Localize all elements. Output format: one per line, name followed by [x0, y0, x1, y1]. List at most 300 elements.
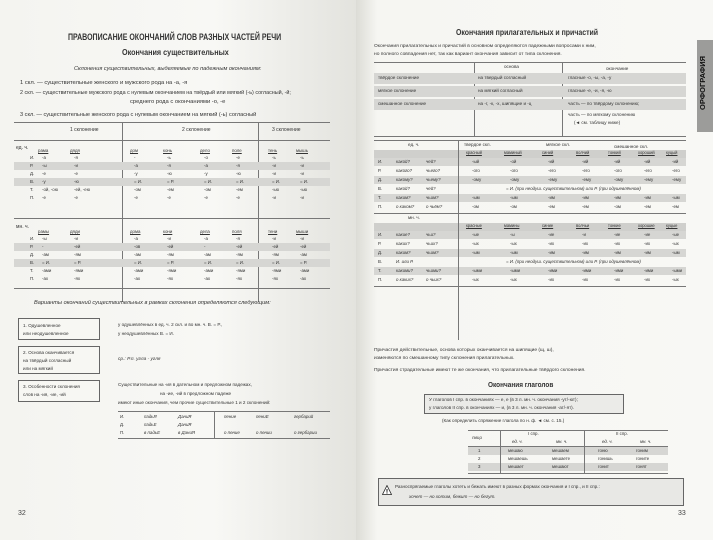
question: чей?	[426, 186, 436, 191]
rule-3-text: Существительные на -ия в дательном и предложном падежах,	[118, 382, 252, 387]
ending: -ему	[582, 177, 592, 182]
rule-line	[118, 438, 330, 439]
case-label: И.	[30, 155, 35, 160]
ending: -ях	[236, 276, 243, 281]
ending: -ы	[42, 236, 47, 241]
right-page	[356, 0, 713, 540]
ending: -я	[167, 163, 171, 168]
ending: -ь	[167, 155, 171, 160]
ending: -их	[582, 277, 589, 282]
type-ending-2: часть — по мягкому склонению	[568, 112, 636, 117]
conj-cell: гоните	[636, 456, 650, 461]
mini-cell: о пение	[224, 430, 240, 435]
noun-word: тени	[268, 229, 278, 234]
ending: -ым	[672, 250, 680, 255]
question: чьих?	[426, 241, 438, 246]
question: чьи?	[426, 232, 436, 237]
case-label: Р.	[30, 163, 34, 168]
rule-1-text: у одушевлённых в ед. ч. 2 скл. и во мн. ч. В. = Р.,	[118, 322, 223, 327]
svg-text:!: !	[385, 488, 389, 495]
case-label: Р.	[30, 244, 34, 249]
ending: -ам	[204, 252, 211, 257]
case-label: И.	[378, 159, 383, 164]
ending: -и	[272, 171, 276, 176]
adjective-word: синие	[542, 223, 554, 228]
case-label: Д.	[30, 171, 35, 176]
question: какие?	[396, 232, 410, 237]
conj-cell: мешаем	[552, 448, 569, 453]
ending: -ым	[510, 195, 518, 200]
column-divider	[584, 430, 585, 473]
noun-word: дела	[200, 229, 210, 234]
case-label: Т.	[378, 268, 382, 273]
rule-line	[468, 430, 668, 431]
ending: -а	[42, 155, 46, 160]
ending: -а	[134, 163, 138, 168]
ending: -ям	[74, 252, 81, 257]
ending: = Р.	[74, 260, 82, 265]
ending: -ими	[582, 268, 592, 273]
ending: -ым	[510, 250, 518, 255]
rule-2-text: ср.: Р.п. угла - угля	[118, 357, 161, 362]
mini-cell: И.	[120, 414, 125, 419]
ending: -ах	[204, 276, 211, 281]
question: чьими?	[426, 268, 441, 273]
ending: -ых	[672, 241, 679, 246]
rule-line	[374, 140, 686, 141]
conj-cell: гоним	[636, 448, 648, 453]
variants-heading: Варианты окончаний существительных в рамках склонения определяются следующим:	[34, 300, 271, 306]
case-label: Т.	[30, 268, 34, 273]
ending: -е	[42, 171, 46, 176]
ending: -ь	[272, 155, 276, 160]
ending: -ом	[204, 187, 211, 192]
declension-1: 1 скл. — существительные женского и мужского рода на -а, -я	[20, 80, 188, 86]
ending: -е	[74, 171, 78, 176]
adjective-word: красные	[466, 223, 482, 228]
declension-2-cont: среднего рода с окончаниями -о, -е	[130, 99, 226, 105]
participle-text-2: изменяются по смешанному типу склонения прилагательных.	[374, 356, 515, 361]
row-band	[374, 86, 686, 97]
adjective-word: синий	[542, 150, 554, 155]
mini-cell: ДаниЯ	[178, 422, 192, 427]
ending: -а	[204, 236, 208, 241]
conj-cell: гонит	[598, 464, 609, 469]
case-label: Р.	[378, 241, 382, 246]
ending: -ям	[236, 252, 243, 257]
ending: -ему	[672, 177, 682, 182]
adjective-word: маминый	[504, 150, 522, 155]
ending: -ые	[472, 232, 480, 237]
header-decl-2: 2 склонение	[182, 127, 211, 133]
ending: -ому	[614, 177, 624, 182]
ending: -ом	[614, 204, 621, 209]
ending: -ий	[614, 159, 621, 164]
ending: -ые	[672, 232, 680, 237]
mini-cell: пениЕ	[256, 414, 269, 419]
row-band	[374, 176, 686, 184]
question: каким?	[396, 195, 411, 200]
ending: -ь	[300, 155, 304, 160]
rule-3-text-3: имеют иные окончания, чем прочие существительные 1 и 2 склонений:	[118, 400, 271, 405]
noun-word: тень	[268, 148, 278, 153]
ending: -их	[548, 277, 555, 282]
ending: -ого	[510, 168, 518, 173]
type-name: мягкое склонение	[378, 88, 417, 93]
case-label: П.	[30, 195, 35, 200]
ending: = И.	[236, 260, 245, 265]
page-number-right: 33	[678, 510, 686, 517]
ending: -ыми	[672, 268, 683, 273]
ending: -их	[548, 241, 555, 246]
ending: -	[204, 244, 206, 249]
ending: -ями	[236, 268, 246, 273]
conj-cell: гоню	[598, 448, 608, 453]
ending: -ю	[236, 171, 241, 176]
singular-label: ед. ч.	[408, 142, 420, 147]
ending: -ям	[272, 252, 279, 257]
mini-cell: Д.	[120, 422, 125, 427]
ending: -и	[300, 163, 304, 168]
conj-cell: мешают	[552, 464, 569, 469]
page-number-left: 32	[18, 510, 26, 517]
ending: -его	[672, 168, 680, 173]
case-label: Т.	[30, 187, 34, 192]
ending: -ем	[672, 204, 679, 209]
rule-box-1: 1. Одушевленное или неодушевленное	[18, 318, 100, 340]
question: какой?	[396, 186, 410, 191]
ending: -ах	[42, 276, 49, 281]
ending: -е	[236, 155, 240, 160]
mini-cell: гербарий	[294, 414, 314, 419]
question: какой?	[396, 159, 410, 164]
rule-line	[14, 140, 330, 141]
page-title: ПРАВОПИСАНИЕ ОКОНЧАНИЙ СЛОВ РАЗНЫХ ЧАСТЕЙ РЕЧИ	[68, 32, 282, 42]
ending: -ий	[582, 159, 589, 164]
ending: -ий	[548, 159, 555, 164]
rule-box-2: 2. Основа оканчивается на твёрдый согласный или на мягкий	[18, 346, 100, 374]
question: о чьих?	[426, 277, 442, 282]
column-divider	[258, 122, 259, 302]
right-intro-1: Окончания прилагательных и причастий в основном определяются падежными вопросами к ним,	[374, 44, 596, 49]
ending: -ым	[672, 195, 680, 200]
ending: -ими	[644, 268, 654, 273]
ending: -ей	[236, 244, 243, 249]
noun-word: дяди	[70, 229, 80, 234]
mini-cell: ДаниЯ	[178, 414, 192, 419]
noun-word: рама	[38, 148, 49, 153]
ending: -ами	[134, 268, 144, 273]
right-intro-2: но полного совпадения нет, так как вариант окончания зависит от типа склонения.	[374, 52, 562, 57]
ending: -у	[42, 179, 46, 184]
case-label: В.	[378, 186, 383, 191]
ending: = Р.	[167, 260, 175, 265]
noun-word: дядя	[70, 148, 80, 153]
conj-2-header: II спр.	[616, 431, 628, 436]
ending: -ами	[300, 268, 310, 273]
type-base: на мягкий согласный	[478, 88, 523, 93]
conj-cell: мешает	[508, 464, 524, 469]
ending: = И.	[134, 260, 143, 265]
conj-cell: 2	[478, 456, 481, 461]
hard-decl-header: твердое скл.	[464, 142, 491, 147]
ending: -ы	[510, 232, 515, 237]
rule-line	[374, 62, 686, 63]
mini-cell: падьЯ	[144, 414, 157, 419]
row-band	[14, 162, 330, 170]
case-label: Д.	[30, 252, 35, 257]
rule-line	[374, 213, 686, 214]
ending: -ах	[300, 276, 307, 281]
ending: -е	[42, 195, 46, 200]
intro-text: Склонения существительных, выделяемые по падежным окончаниям:	[74, 66, 262, 72]
ending: -и	[167, 236, 171, 241]
ending: = И.	[272, 260, 281, 265]
ending: -я	[236, 236, 240, 241]
ending: -ей, -ею	[74, 187, 90, 192]
ending: -ами	[42, 268, 52, 273]
row-band	[374, 249, 686, 257]
ending: -и	[300, 195, 304, 200]
header-ending: окончание	[606, 66, 629, 71]
noun-word: мыши	[296, 229, 309, 234]
rule-line	[14, 288, 330, 289]
ending: -ях	[74, 276, 81, 281]
ending: -и	[74, 163, 78, 168]
ending: -	[134, 155, 136, 160]
v-note: = И. (при неодуш. существительном) или Р. (при одушевлённом)	[506, 186, 641, 191]
rule-line	[118, 411, 330, 412]
ending: -ый	[472, 159, 480, 164]
participle-text-1: Причастия действительные, основа которых оканчивается на шипящие (щ, ш),	[374, 348, 554, 353]
number-header: ед. ч.	[602, 439, 613, 444]
ending: -ыми	[472, 268, 483, 273]
warning-text-1: Разноспрягаемые глаголы хотеть и бежать имеют в разных формах окончания и I спр., и II спр.:	[395, 484, 600, 489]
mini-cell: о гербарии	[294, 430, 317, 435]
mini-cell: П.	[120, 430, 125, 435]
ending: -им	[548, 195, 555, 200]
ending: -ими	[614, 268, 624, 273]
case-label: П.	[378, 277, 383, 282]
ending: -ом	[510, 204, 517, 209]
ending: -их	[644, 277, 651, 282]
adjective-word: хорошие	[638, 223, 655, 228]
ending: -е	[134, 195, 138, 200]
ending: -ой, -ою	[42, 187, 58, 192]
ending: -им	[582, 250, 589, 255]
ending: -его	[548, 168, 556, 173]
question: какому?	[396, 177, 413, 182]
ending: -ям	[167, 252, 174, 257]
person-header: лицо	[472, 435, 482, 440]
ending: -а	[134, 236, 138, 241]
type-name: твёрдое склонение	[378, 75, 420, 80]
adjective-word: куцый	[666, 150, 678, 155]
ending: -ями	[74, 268, 84, 273]
ending: -их	[644, 241, 651, 246]
adjective-word: куцые	[666, 223, 678, 228]
mixed-decl-header: смешанное скл.	[614, 144, 649, 149]
ending: -ого	[614, 168, 622, 173]
ending: = Р.	[300, 260, 308, 265]
ending: -я	[74, 155, 78, 160]
singular-label: ед. ч.	[16, 145, 29, 151]
ending: -ями	[167, 268, 177, 273]
ending: = И.	[300, 179, 309, 184]
warning-icon	[382, 481, 392, 495]
ending: -им	[614, 195, 621, 200]
ending: -ей	[167, 244, 174, 249]
plural-label: мн. ч.	[16, 224, 29, 230]
question: каким?	[396, 250, 411, 255]
header-base: основа	[504, 64, 519, 69]
ending: -е	[167, 195, 171, 200]
adjective-word: тонкие	[608, 223, 621, 228]
rule-3-text-2: на -ие, -ий в предложном падеже	[160, 391, 232, 396]
case-label: Т.	[378, 195, 382, 200]
ending: -ях	[167, 276, 174, 281]
section-title: Окончания существительных	[122, 47, 229, 57]
column-divider	[458, 140, 459, 340]
column-divider	[500, 430, 501, 473]
ending: -е	[236, 195, 240, 200]
warning-text-2: хочет — но хотим, бежит — но бегут.	[409, 494, 496, 499]
case-label: В.	[30, 179, 35, 184]
case-label: И.	[30, 236, 35, 241]
ending: -ым	[472, 195, 480, 200]
ending: -и	[272, 163, 276, 168]
mini-cell: о пении	[256, 430, 272, 435]
ending: -ами	[204, 268, 214, 273]
row-band	[374, 73, 686, 84]
rule-line	[14, 122, 330, 123]
noun-word: дело	[200, 148, 210, 153]
ending: = И.	[134, 179, 143, 184]
plural-label: мн. ч.	[408, 215, 420, 220]
case-label: Д.	[378, 177, 383, 182]
verb-note: (Как определить спряжение глагола по н. ф. ◄ см. с. 15.)	[442, 418, 565, 423]
question: каких?	[396, 241, 410, 246]
noun-word: мышь	[296, 148, 308, 153]
ending: -ых	[672, 277, 679, 282]
rule-line	[468, 473, 668, 474]
ending: -ому	[510, 177, 520, 182]
ending: -ы	[42, 163, 47, 168]
rule-line	[374, 286, 686, 287]
question: чьему?	[426, 177, 441, 182]
ending: -и	[582, 232, 586, 237]
row-band	[374, 194, 686, 202]
ending: -ого	[472, 168, 480, 173]
row-band	[374, 158, 686, 166]
ending: -ыми	[510, 268, 521, 273]
ending: -я	[236, 163, 240, 168]
ending: -их	[582, 241, 589, 246]
number-header: ед. ч.	[512, 439, 523, 444]
v-note: = И. (при неодуш. существительном) или Р. (при одушевлённом)	[506, 259, 641, 264]
left-page	[0, 0, 356, 540]
ending: -ов	[134, 244, 141, 249]
ending: -ий	[672, 159, 679, 164]
ending: -и	[300, 236, 304, 241]
case-label: Д.	[378, 250, 383, 255]
ending: -ам	[42, 252, 49, 257]
number-header: мн. ч.	[640, 439, 652, 444]
conj-cell: мешаешь	[508, 456, 528, 461]
question: чей?	[426, 159, 436, 164]
row-band	[374, 231, 686, 239]
conj-cell: 1	[478, 448, 481, 453]
ending: -ам	[134, 252, 141, 257]
section-tab	[697, 40, 713, 132]
ending: -ых	[472, 277, 479, 282]
ending: -ью	[300, 187, 308, 192]
noun-word: дом	[130, 148, 139, 153]
ending: -ями	[272, 268, 282, 273]
rule-box-3: 3. Особенности склонения слов на -ия, -ие, -ий	[18, 380, 100, 402]
case-label: Р.	[378, 168, 382, 173]
question: чьим?	[426, 195, 439, 200]
ending: -им	[582, 195, 589, 200]
ending: -ой	[510, 159, 517, 164]
ending: = И.	[272, 179, 281, 184]
ending: = И.	[42, 260, 51, 265]
ending: = И.	[236, 179, 245, 184]
declension-3: 3 скл. — существительные женского рода с нулевым окончанием на мягкий (-ь) согласный	[20, 112, 257, 118]
column-divider	[214, 411, 215, 438]
case-label: И.	[378, 232, 383, 237]
type-ending: гласные -о, -ы, -а, -у	[568, 75, 612, 80]
ending: -ем	[236, 187, 243, 192]
case-label: П.	[30, 276, 35, 281]
warning-box	[378, 478, 684, 506]
ending: -у	[204, 171, 208, 176]
rule-1-text-2: у неодушевлённых В. = И.	[118, 331, 175, 336]
soft-decl-header: мягкое скл.	[546, 142, 571, 147]
ending: -а	[204, 163, 208, 168]
adjective-word: тонкий	[608, 150, 621, 155]
ending: -ие	[644, 232, 651, 237]
ending: = И.	[204, 260, 213, 265]
noun-word: рамы	[38, 229, 50, 234]
ending: = Р.	[167, 179, 175, 184]
ending: -ых	[510, 277, 517, 282]
ending: -ей	[272, 244, 279, 249]
adjective-word: хороший	[638, 150, 655, 155]
ending: -ю	[167, 171, 172, 176]
ending: -ых	[510, 241, 517, 246]
ending: -ему	[644, 177, 654, 182]
right-title: Окончания прилагательных и причастий	[456, 28, 599, 37]
ending: -е	[74, 195, 78, 200]
ending: -ю	[74, 179, 79, 184]
verbs-title: Окончания глаголов	[488, 380, 554, 389]
ending: -ом	[134, 187, 141, 192]
ending: -и	[74, 236, 78, 241]
number-header: мн. ч.	[556, 439, 568, 444]
noun-word: поля	[232, 229, 242, 234]
ending: -ым	[472, 250, 480, 255]
ending: -их	[614, 241, 621, 246]
case-label: В.	[30, 260, 35, 265]
noun-word: конь	[163, 148, 173, 153]
question: о каком?	[396, 204, 415, 209]
mini-cell: в ДаниЯ	[178, 430, 195, 435]
participle-text-3: Причастия страдательные имеют те же окончания, что прилагательные твёрдого склонения.	[374, 368, 586, 373]
ending: -ах	[134, 276, 141, 281]
ending: -и	[300, 171, 304, 176]
type-ending: гласные -е, -и, -я, -ю	[568, 88, 612, 93]
